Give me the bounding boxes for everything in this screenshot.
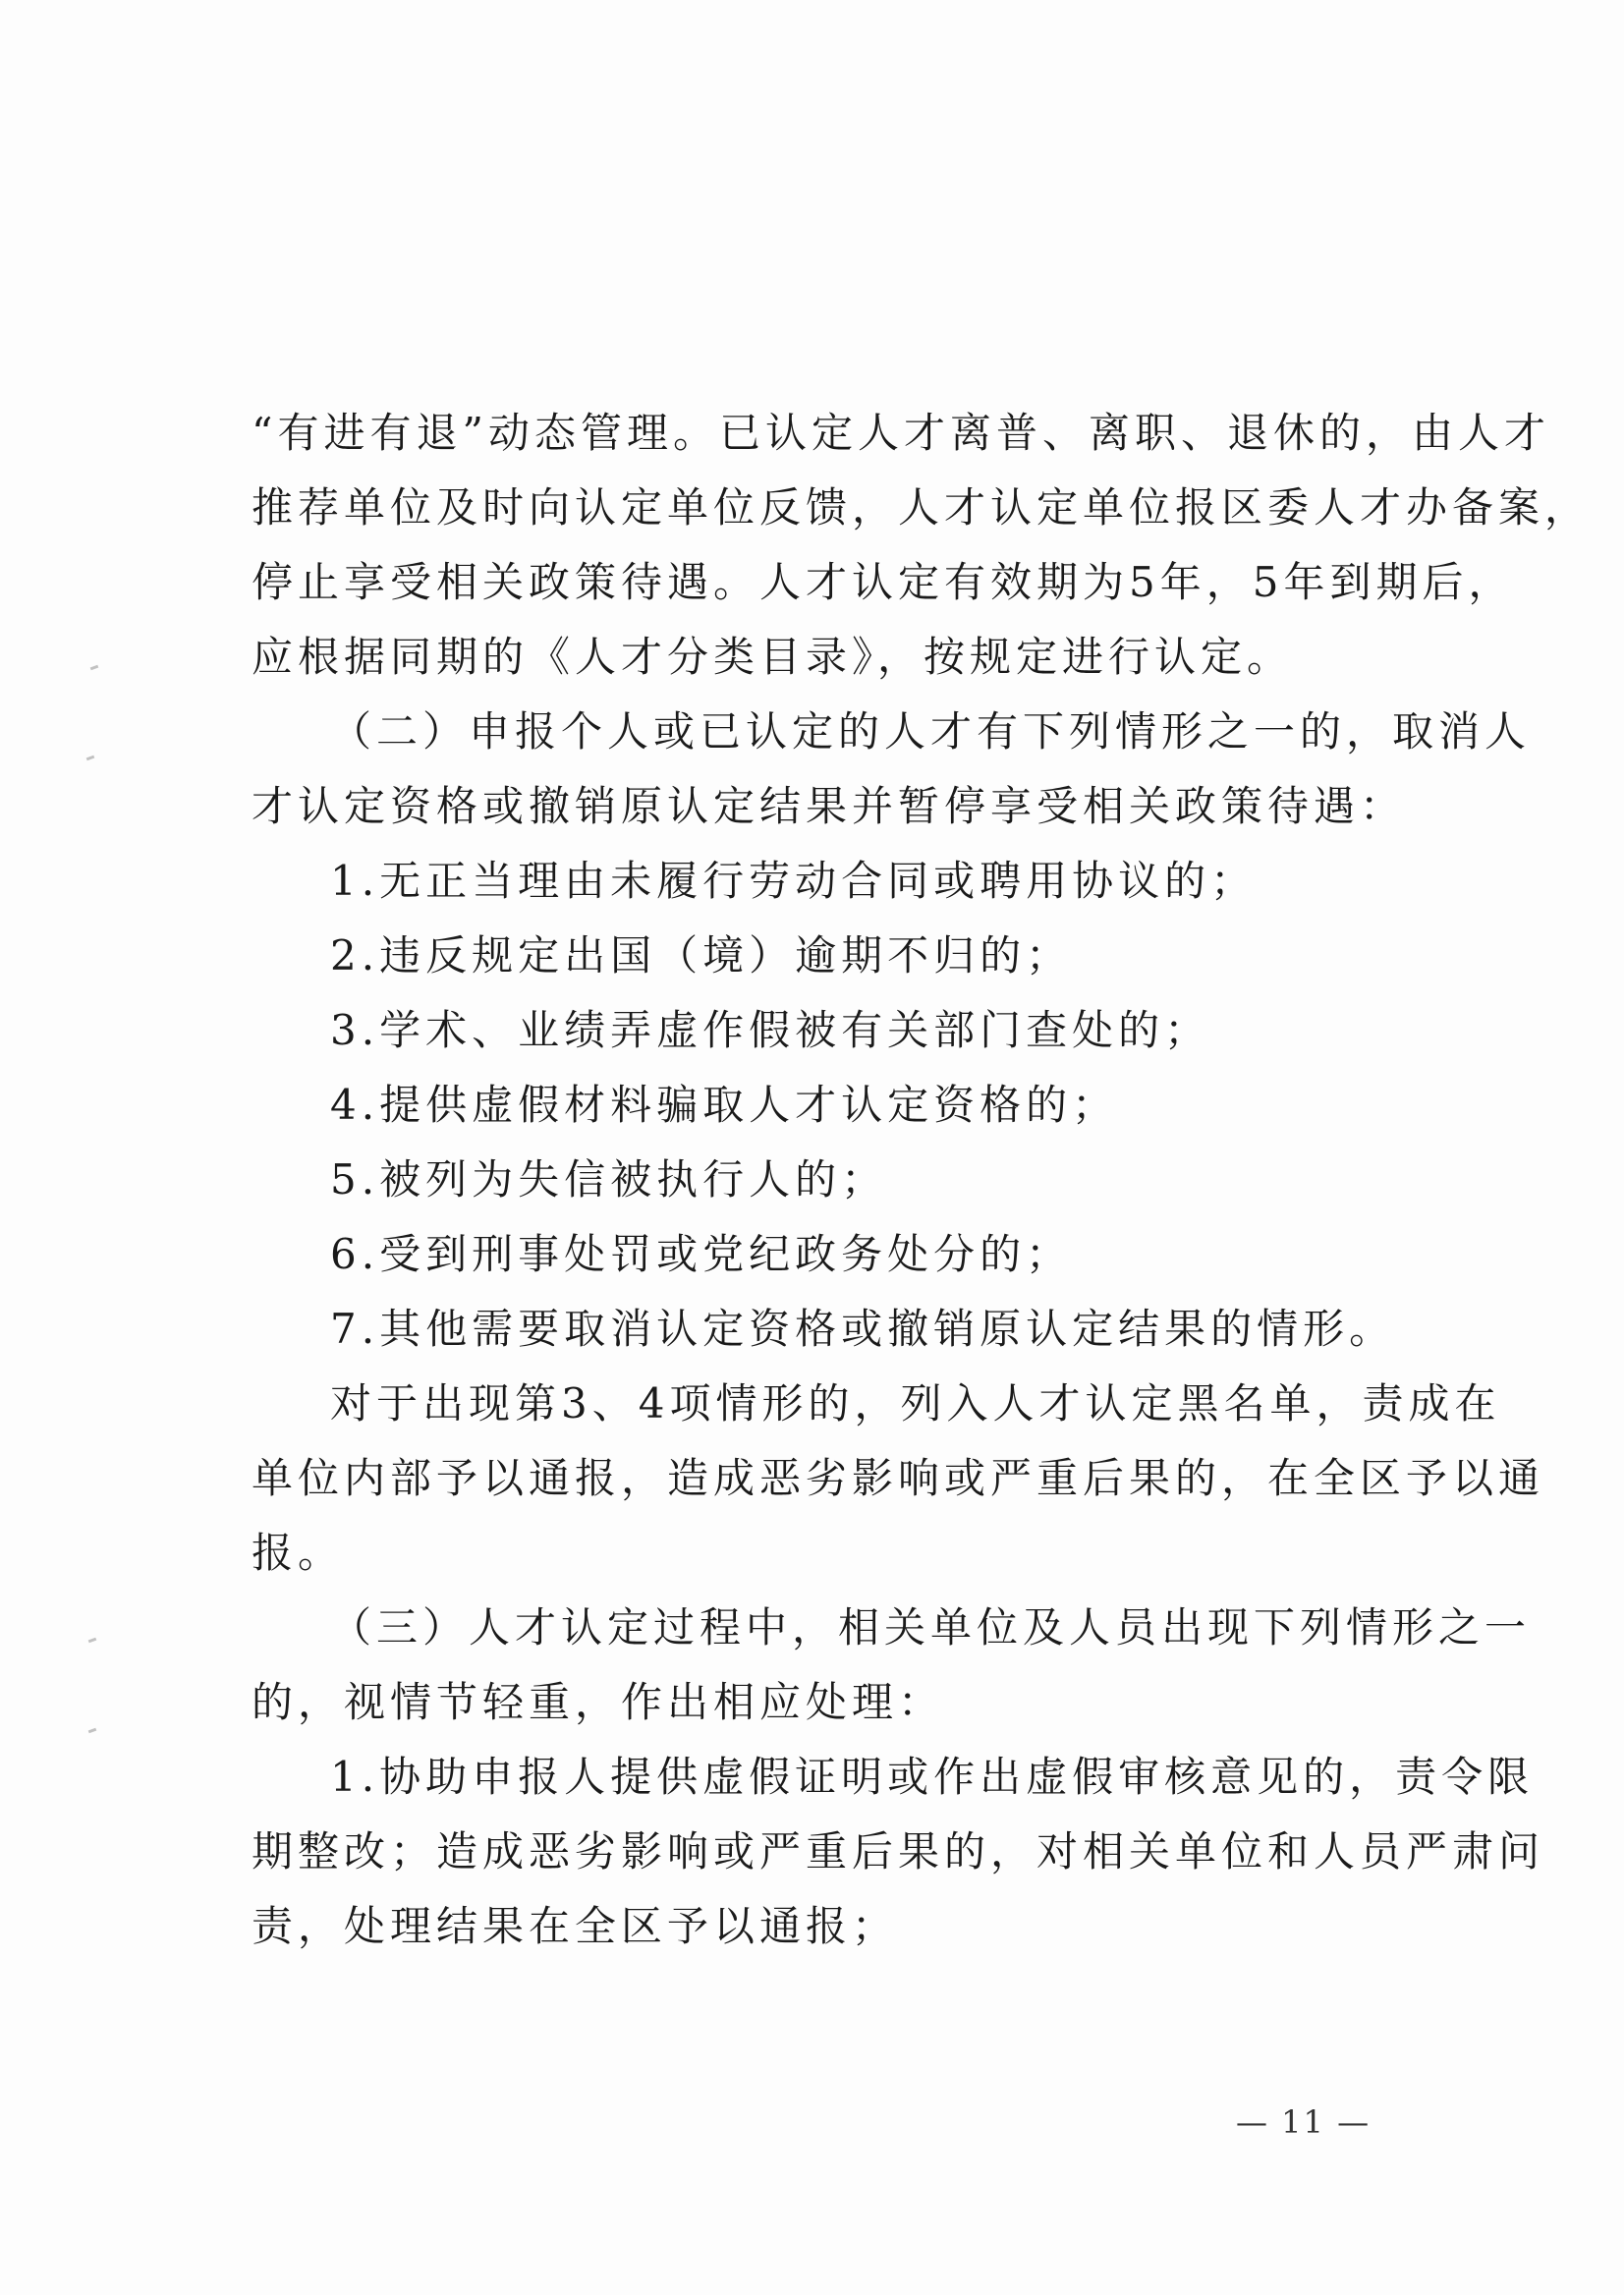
list-item: 6.受到刑事处罚或党纪政务处分的； [330, 1230, 1073, 1278]
list-item: 1.无正当理由未履行劳动合同或聘用协议的； [330, 857, 1258, 905]
section-heading-line: （二）申报个人或已认定的人才有下列情形之一的，取消人 [330, 707, 1532, 756]
list-item: 1.协助申报人提供虚假证明或作出虚假审核意见的，责令限 [330, 1753, 1535, 1801]
paragraph-line: 报。 [252, 1529, 345, 1577]
list-item: 2.违反规定出国（境）逾期不归的； [330, 931, 1073, 980]
scan-artifact [90, 665, 99, 671]
paragraph-line: 的，视情节轻重，作出相应处理： [252, 1678, 945, 1726]
list-item: 7.其他需要取消认定资格或撤销原认定结果的情形。 [330, 1305, 1396, 1353]
scan-artifact [86, 756, 95, 761]
list-item: 4.提供虚假材料骗取人才认定资格的； [330, 1081, 1119, 1129]
paragraph-line: 应根据同期的《人才分类目录》，按规定进行认定。 [252, 633, 1294, 681]
paragraph-line: 才认定资格或撤销原认定结果并暂停享受相关政策待遇： [252, 782, 1407, 830]
scan-artifact [88, 1638, 97, 1644]
paragraph-line: 停止享受相关政策待遇。人才认定有效期为5年，5年到期后， [252, 558, 1515, 606]
paragraph-line: 对于出现第3、4项情形的，列入人才认定黑名单，责成在 [330, 1379, 1501, 1427]
paragraph-line: 单位内部予以通报，造成恶劣影响或严重后果的，在全区予以通 [252, 1454, 1545, 1502]
paragraph-line: 期整改；造成恶劣影响或严重后果的，对相关单位和人员严肃问 [252, 1827, 1545, 1875]
page-number: — 11 — [1236, 2103, 1372, 2141]
list-item: 5.被列为失信被执行人的； [330, 1155, 888, 1203]
section-heading-line: （三）人才认定过程中，相关单位及人员出现下列情形之一 [330, 1603, 1532, 1651]
paragraph-line: 责，处理结果在全区予以通报； [252, 1902, 899, 1950]
scan-artifact [88, 1728, 97, 1734]
paragraph-line: 推荐单位及时向认定单位反馈，人才认定单位报区委人才办备案， [252, 483, 1592, 532]
paragraph-line: “有进有退”动态管理。已认定人才离普、离职、退休的，由人才 [252, 409, 1550, 457]
list-item: 3.学术、业绩弄虚作假被有关部门查处的； [330, 1006, 1211, 1054]
